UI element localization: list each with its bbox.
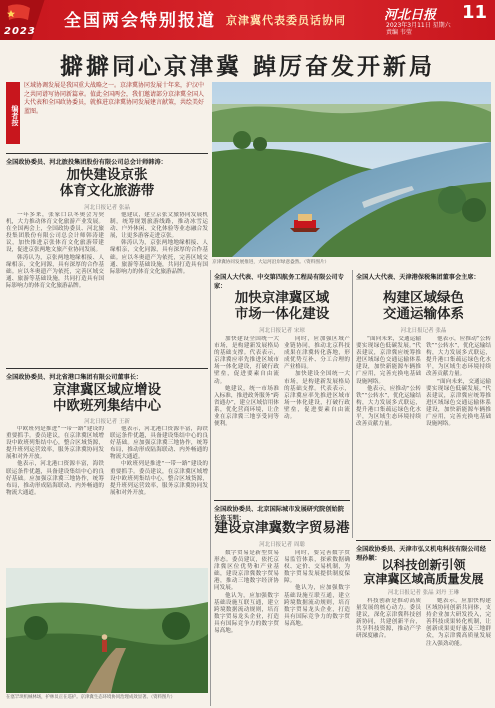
column-divider: [352, 270, 353, 538]
article-paragraph: 他表示，应推动“公转铁”“公转水”，优化运输结构，大力发展多式联运，提升港口集疏运绿色化水平，为区域生态环境持续改善贡献力量。: [356, 385, 421, 428]
article-paragraph: 韩涛认为，京张两地地缘相接、人缘相亲，文化同源，具有深厚的合作基础。应以冬奥遗产为依托，完善区域交通、旅游等基础设施，共同打造具有国际影响力的体育文化旅游品牌。: [6, 254, 104, 289]
divider: [6, 368, 208, 369]
editor-note: [6, 82, 208, 148]
article-byline: 河北日报记者 张晶 刘丹 王琳: [387, 590, 460, 596]
article-title: [214, 520, 350, 536]
article-body: [356, 336, 421, 536]
article-title-line: 京津冀区域高质量发展: [363, 572, 484, 586]
article-title-line: 加快京津冀区域: [234, 290, 330, 306]
divider: [356, 540, 491, 541]
newspaper-logo: 河北日报: [384, 8, 437, 23]
article-paragraph: 一年多来，张家口以冬奥会为契机，大力推动体育文化旅游产业发展。在全国两会上，全国政协委员、河北旅投集团股份有限公司总会计师韩涛建议，加快推进京张体育文化旅游带建设，促进京张两地文旅产业协同发展。: [6, 212, 104, 254]
article-byline: 河北日报记者 周聪: [259, 542, 305, 548]
page-headline: 擗擗同心京津冀 踔厉奋发开新局: [59, 54, 435, 80]
canal-photo: [212, 82, 491, 257]
photo2-caption: 在塞罕坝机械林场，护林员正在巡护。京津冀生态环境协同治理成效显著。（资料图片）: [6, 695, 176, 700]
article-title: [6, 167, 208, 199]
article-paragraph: 数字贸易是新型贸易形态。委员建议，依托京津冀区位优势和产业基础，建设京津冀数字贸易港，推动三地数字经济协同发展。: [214, 550, 279, 592]
article-title-line: 京津冀区域应增设: [53, 382, 161, 398]
article-paragraph: “面向未来，交通运输要实现绿色低碳发展。”代表建议，京津冀应统筹推进区域绿色交通运输体系建设，加快新能源车辆推广应用，完善充换电基础设施网络。: [426, 378, 491, 428]
article-paragraph: 他认为，应加强数字基础设施互联互通，建立跨境数据流动规则，培育数字贸易龙头企业，打造具有国际竞争力的数字贸易高地。: [284, 585, 350, 627]
article-paragraph: 他表示，河北港口资源丰富，海铁联运条件优越，具备建设集结中心的良好基础。应加强京津冀三地协作，统筹布局，推动形成陆海联动、内外畅通的物流大通道。: [6, 461, 104, 496]
article-byline: 河北日报记者 张晶: [84, 205, 130, 211]
article-paragraph: 他表示，河北港口资源丰富，海铁联运条件优越，具备建设集结中心的良好基础。应加强京津冀三地协作，统筹布局，推动形成陆海联动、内外畅通的物流大通道。: [110, 426, 208, 461]
banner-title: 全国两会特别报道: [64, 11, 216, 31]
column-divider: [210, 270, 211, 706]
article-paragraph: 中欧班列是推进“一带一路”建设的重要抓手。委员建议，在京津冀区域增设中欧班列集结中心，整合区域货源，提升班列运营效率，服务京津冀协同发展和对外开放。: [6, 426, 104, 461]
article-body: [426, 336, 491, 536]
article-body: [284, 336, 350, 496]
article-title-line: 建设京津冀数字贸易港: [214, 520, 350, 536]
article-body: [110, 212, 208, 364]
flag-emblem-icon: [6, 4, 32, 24]
banner-subtitle: 京津冀代表委员话协同: [226, 14, 346, 27]
article-body: [426, 598, 491, 704]
article-paragraph: 科技创新是推动高质量发展的核心动力。委员建议，深化京津冀科技创新协同，共建创新平台，共享科技资源，推动产学研深度融合。: [356, 598, 421, 640]
article-title: [214, 290, 350, 322]
editor-note-text: 区域协调发展是我国重大战略之一。京津冀协同发展十年来，沪汉中之共同谱写协同新篇章。值此全国两会，我们邀请部分京津冀全国人大代表和全国政协委员，就推进京津冀协同发展建言献策，共绘美好蓝图。: [24, 82, 205, 115]
article-paragraph: 同时，应加强区域产业链协同，推动北京科技成果在津冀转化落地，形成优势互补、分工合理的产业格局。: [284, 336, 350, 371]
editor-note-tag: 编者按: [6, 82, 20, 144]
forest-photo-image: [6, 568, 208, 693]
article-byline: 河北日报记者 宋琼: [259, 328, 305, 334]
divider: [6, 153, 208, 154]
divider: [214, 500, 350, 501]
article-paragraph: “面向未来，交通运输要实现绿色低碳发展。”代表建议，京津冀应统筹推进区域绿色交通运输体系建设，加快新能源车辆推广应用，完善充换电基础设施网络。: [356, 336, 421, 385]
article-body: [6, 212, 104, 364]
article-body: [214, 550, 279, 704]
article-paragraph: 加快建设全国统一大市场，是构建新发展格局的基础支撑。代表表示，京津冀应率先推进区域市场一体化建设，打破行政壁垒，促进要素自由流动。: [284, 371, 350, 421]
article-title: [6, 382, 208, 414]
article-kicker: 全国政协委员、天津市弘义机电科技有限公司经理孙颖：: [356, 546, 486, 562]
article-paragraph: 韩涛认为，京张两地地缘相接、人缘相亲，文化同源，具有深厚的合作基础。应以冬奥遗产为依托，完善区域交通、旅游等基础设施，共同打造具有国际影响力的体育文化旅游品牌。: [110, 240, 208, 275]
article-byline: 河北日报记者 张晶: [400, 328, 447, 334]
article-title-line: 以科技创新引领: [381, 558, 466, 572]
article-title-line: 加快建设京张: [66, 167, 148, 183]
article-body: [356, 598, 421, 704]
article-paragraph: 她建议，统一市场准入标准，推进政务服务“跨省通办”，建立区域信用体系，优化营商环境，让企业在京津冀三地享受同等便利。: [214, 385, 279, 428]
article-body: [6, 426, 104, 564]
article-kicker: 全国政协委员、北京国际城市发展研究院创始院长连玉明：: [214, 506, 344, 522]
article-kicker: 全国人大代表、中交第四航务工程局有限公司专家：: [214, 274, 344, 290]
canal-photo-image: [212, 82, 491, 257]
article-title-line: 体育文化旅游带: [59, 183, 155, 199]
article-paragraph: 加快建设全国统一大市场，是构建新发展格局的基础支撑。代表表示，京津冀应率先推进区域市场一体化建设，打破行政壁垒，促进要素自由流动。: [214, 336, 279, 385]
article-title-line: 市场一体化建设: [234, 306, 330, 322]
banner-meta: [386, 22, 451, 36]
issue-date: 2023年3月11日 星期六: [386, 22, 451, 29]
article-kicker: 全国人大代表、天津港保税集团董事会主席：: [356, 274, 480, 281]
article-paragraph: 他建议，建立京张文旅协同发展机制，统筹规划旅游线路，推动冰雪运动、户外休闲、文化体验等业态融合发展，让更多游客走进京张。: [110, 212, 208, 240]
editor-credit: 责编 韦莹: [386, 29, 412, 36]
article-paragraph: 他认为，应加强数字基础设施互联互通，建立跨境数据流动规则，培育数字贸易龙头企业，打造具有国际竞争力的数字贸易高地。: [214, 592, 279, 635]
article-kicker: 全国政协委员、河北旅投集团股份有限公司总会计师韩涛：: [6, 159, 167, 166]
article-paragraph: 中欧班列是推进“一带一路”建设的重要抓手。委员建议，在京津冀区域增设中欧班列集结中心，整合区域货源，提升班列运营效率，服务京津冀协同发展和对外开放。: [110, 461, 208, 496]
article-paragraph: 他表示，应推动“公转铁”“公转水”，优化运输结构，大力发展多式联运，提升港口集疏运绿色化水平，为区域生态环境持续改善贡献力量。: [426, 336, 491, 378]
article-body: [214, 336, 279, 496]
article-title: [356, 558, 491, 586]
photo-caption: 京津冀协同发展推进，大运河沿岸绿意盎然。（资料图片）: [212, 260, 330, 265]
page-banner: [0, 0, 495, 40]
forest-photo: [6, 568, 208, 693]
article-title-line: 构建区域绿色: [383, 290, 464, 306]
page-number: 11: [462, 2, 488, 23]
article-title-line: 中欧班列集结中心: [53, 398, 161, 414]
article-title: [356, 290, 491, 322]
article-body: [284, 550, 350, 704]
article-byline: 河北日报记者 王新: [84, 419, 130, 425]
banner-year: 2023: [4, 26, 36, 37]
article-title-line: 交通运输体系: [383, 306, 464, 322]
article-kicker: 全国政协委员、河北省港口集团有限公司董事长：: [6, 374, 143, 381]
article-body: [110, 426, 208, 564]
article-paragraph: 她表示，应加快构建区域协同创新共同体，支持企业加大研发投入，完善科技成果转化机制，让创新成果更好惠及三地群众，为京津冀高质量发展注入强劲动能。: [426, 598, 491, 647]
article-paragraph: 同时，要完善数字贸易监管体系，探索数据确权、定价、交易机制，为数字贸易发展提供制度保障。: [284, 550, 350, 585]
